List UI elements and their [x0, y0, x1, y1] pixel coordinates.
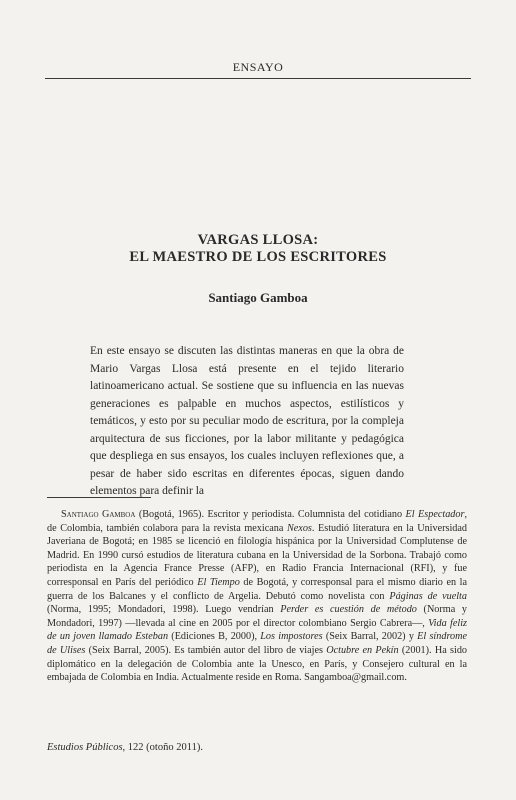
- bio-title: El Espectador: [405, 509, 465, 520]
- bio-title: Perder es cuestión de método: [280, 604, 417, 616]
- bio-title: Octubre en Pekín: [326, 644, 399, 656]
- title-line-1: VARGAS LLOSA:: [197, 232, 319, 248]
- article-author: Santiago Gamboa: [208, 290, 308, 305]
- bio-author-name: Santiago Gamboa: [61, 509, 136, 520]
- author-bio-footnote: [47, 508, 467, 685]
- journal-name: Estudios Públicos: [47, 742, 123, 753]
- section-header: ENSAYO: [232, 60, 284, 74]
- journal-issue: , 122 (otoño 2011).: [122, 742, 203, 753]
- bio-text: . Estudió literatura en la Universidad Javeriana de Bogotá; en 1985 se licenció en filología hispánica por la Universidad Complutense de Madrid. En 1990 cursó estudios de literatura cubana en la Universidad de la Sorbona. Trabajó como periodista en la Agencia France Presse (AFP), en Radio Francia Internacional (RFI), y fue corresponsal en París del periódico: [47, 522, 468, 588]
- header-rule: [45, 78, 471, 79]
- bio-text: (Seix Barral, 2002) y: [322, 631, 418, 643]
- bio-text: de Bogotá, y corresponsal para el mismo diario en la guerra de los Balcanes y el conflicto de Argelia. Debutó como novelista con: [47, 576, 467, 602]
- abstract: [90, 343, 404, 501]
- bio-text: (Ediciones B, 2000),: [168, 631, 261, 643]
- bio-paragraph: [47, 508, 467, 685]
- footnote-rule: [47, 497, 151, 498]
- bio-title: El síndrome de Ulises: [47, 631, 468, 656]
- bio-title: Páginas de vuelta: [389, 590, 467, 602]
- bio-text: (2001). Ha sido diplomático en la delegación de Colombia ante la Unesco, en París, y Consejero cultural en la embajada de Colombia en India. Actualmente reside en Roma. Sangamboa@gmail.com.: [47, 644, 468, 684]
- bio-text: (Bogotá, 1965). Escritor y periodista. Columnista del cotidiano: [135, 509, 406, 520]
- bio-text: (Seix Barral, 2005). Es también autor del libro de viajes: [85, 644, 327, 656]
- bio-title: Vida feliz de un joven llamado Esteban: [47, 617, 468, 643]
- journal-footer: [47, 742, 203, 753]
- bio-title: El Tiempo: [197, 576, 240, 588]
- title-line-2: EL MAESTRO DE LOS ESCRITORES: [129, 249, 387, 265]
- article-title: [0, 232, 516, 266]
- bio-title: Los impostores: [260, 631, 323, 643]
- abstract-text: En este ensayo se discuten las distintas maneras en que la obra de Mario Vargas Llosa está presente en el tejido literario latinoamericano actual. Se sostiene que su influencia en las nuevas generaciones es palpable en muchos aspectos, estilísticos y temáticos, y esto por su peculiar modo de escritura, por la compleja arquitectura de sus ficciones, por la labor militante y pedagógica que despliega en sus ensayos, los cuales incluyen reflexiones que, a pesar de haber sido escritas en diferentes épocas, siguen dando elementos para definir la: [90, 345, 404, 497]
- bio-text: , de Colombia, también colabora para la revista mexicana: [47, 509, 467, 534]
- bio-text: (Norma y Mondadori, 1997) —llevada al cine en 2005 por el director colombiano Sergio Cabrera—,: [47, 604, 468, 629]
- bio-title: Nexos: [286, 522, 312, 534]
- bio-text: (Norma, 1995; Mondadori, 1998). Luego vendrían: [47, 604, 281, 616]
